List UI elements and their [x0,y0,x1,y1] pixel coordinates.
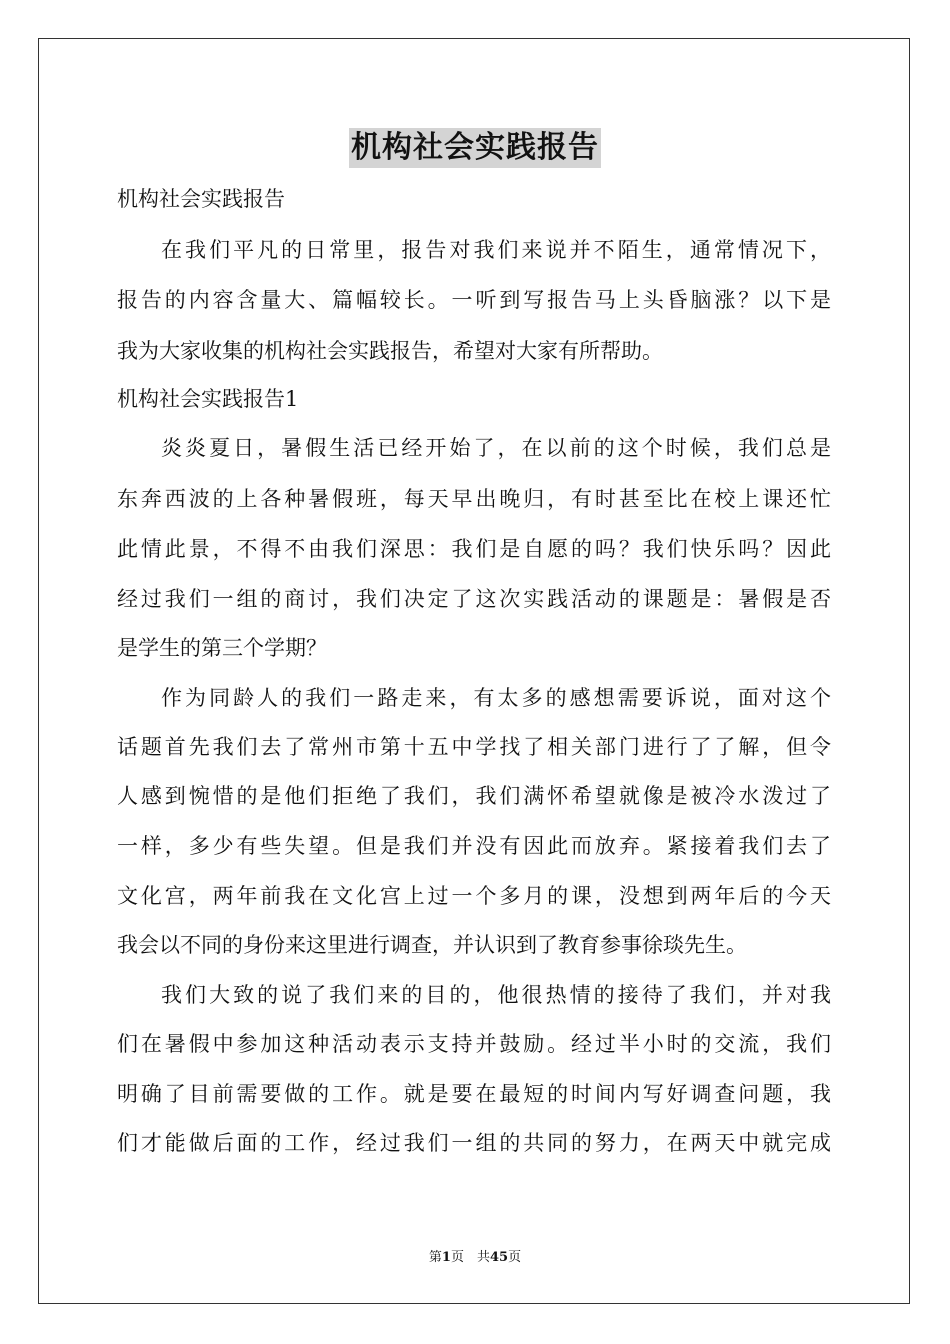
page-footer [0,1246,950,1265]
title-wrap [0,128,950,168]
intro-line: 我为大家收集的机构社会实践报告，希望对大家有所帮助。 [117,339,663,363]
document-title: 机构社会实践报告 [349,128,601,168]
paragraph-line: 作为同龄人的我们一路走来，有太多的感想需要诉说，面对这个 [161,686,831,710]
footer-page-total: 45 [489,1250,509,1265]
paragraph-line: 一样，多少有些失望。但是我们并没有因此而放弃。紧接着我们去了 [117,834,831,858]
paragraph-line: 东奔西波的上各种暑假班，每天早出晚归，有时甚至比在校上课还忙 [117,487,831,511]
footer-page-mid: 页 共 [450,1250,490,1265]
paragraph-line: 我会以不同的身份来这里进行调查，并认识到了教育参事徐琰先生。 [117,933,747,957]
paragraph-line: 此情此景，不得不由我们深思：我们是自愿的吗？我们快乐吗？因此 [117,537,831,561]
paragraph-line: 人感到惋惜的是他们拒绝了我们，我们满怀希望就像是被冷水泼过了 [117,784,831,808]
footer-page-prefix: 第 [428,1250,442,1265]
paragraph-line: 我们大致的说了我们来的目的，他很热情的接待了我们，并对我 [161,983,831,1007]
paragraph-line: 文化宫，两年前我在文化宫上过一个多月的课，没想到两年后的今天 [117,884,831,908]
paragraph-line: 话题首先我们去了常州市第十五中学找了相关部门进行了了解，但令 [117,735,831,759]
page-border [38,38,910,1304]
paragraph-line: 们在暑假中参加这种活动表示支持并鼓励。经过半小时的交流，我们 [117,1032,831,1056]
paragraph-line: 明确了目前需要做的工作。就是要在最短的时间内写好调查问题，我 [117,1082,831,1106]
footer-page-current: 1 [441,1250,451,1265]
paragraph-line: 炎炎夏日，暑假生活已经开始了，在以前的这个时候，我们总是 [161,436,831,460]
section-heading: 机构社会实践报告1 [117,387,299,411]
intro-line: 在我们平凡的日常里，报告对我们来说并不陌生，通常情况下， [161,238,831,262]
intro-line: 报告的内容含量大、篇幅较长。一听到写报告马上头昏脑涨？以下是 [117,288,831,312]
paragraph-line: 是学生的第三个学期？ [117,636,327,660]
paragraph-line: 经过我们一组的商讨，我们决定了这次实践活动的课题是：暑假是否 [117,587,831,611]
paragraph-line: 们才能做后面的工作，经过我们一组的共同的努力，在两天中就完成 [117,1131,831,1155]
footer-page-suffix: 页 [508,1250,522,1265]
subtitle: 机构社会实践报告 [117,187,285,211]
